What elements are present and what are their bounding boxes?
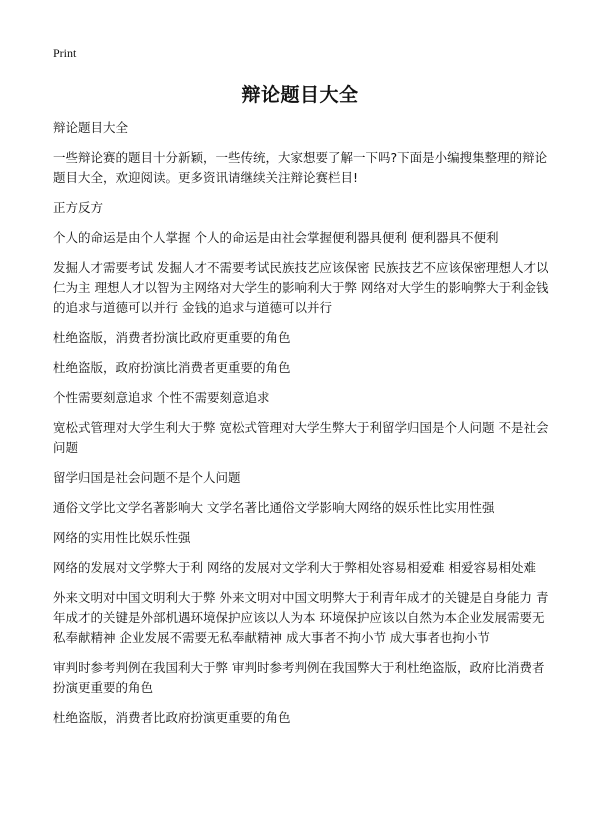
paragraph: 留学归国是社会问题不是个人问题 — [53, 470, 241, 485]
paragraph: 外来文明对中国文明利大于弊 外来文明对中国文明弊大于利青年成才的关键是自身能力 青年成才的关键是外部机遇环境保护应该以人为本 环境保护应该以自然为本企业发展需要无私奉献精神 企业发展不需要无私奉献精神 成大事者不拘小节 成大事者也拘小节 — [53, 590, 549, 645]
paragraph-sides-header: 正方反方 — [53, 200, 104, 215]
paragraph: 网络的实用性比娱乐性强 — [53, 530, 191, 545]
paragraph-subtitle: 辩论题目大全 — [53, 120, 129, 135]
paragraph: 杜绝盗版，政府扮演比消费者更重要的角色 — [53, 360, 291, 375]
paragraph: 审判时参考判例在我国利大于弊 审判时参考判例在我国弊大于利杜绝盗版，政府比消费者扮演更重要的角色 — [53, 660, 545, 695]
paragraph: 宽松式管理对大学生利大于弊 宽松式管理对大学生弊大于利留学归国是个人问题 不是社会问题 — [53, 420, 549, 455]
print-link[interactable]: Print — [53, 46, 77, 60]
page-title: 辩论题目大全 — [241, 84, 359, 106]
paragraph: 杜绝盗版，消费者扮演比政府更重要的角色 — [53, 330, 291, 345]
article-body — [53, 118, 551, 738]
paragraph: 杜绝盗版，消费者比政府扮演更重要的角色 — [53, 710, 291, 725]
paragraph: 发掘人才需要考试 发掘人才不需要考试民族技艺应该保密 民族技艺不应该保密理想人才以仁为主 理想人才以智为主网络对大学生的影响利大于弊 网络对大学生的影响弊大于利金钱的追求与道德可以并行 金钱的追求与道德可以并行 — [53, 260, 549, 315]
paragraph-intro: 一些辩论赛的题目十分新颖，一些传统，大家想要了解一下吗?下面是小编搜集整理的辩论题目大全，欢迎阅读。更多资讯请继续关注辩论赛栏目! — [53, 150, 548, 185]
paragraph: 个人的命运是由个人掌握 个人的命运是由社会掌握便利器具便利 便利器具不便利 — [53, 230, 499, 245]
paragraph: 个性需要刻意追求 个性不需要刻意追求 — [53, 390, 270, 405]
paragraph: 网络的发展对文学弊大于利 网络的发展对文学利大于弊相处容易相爱难 相爱容易相处难 — [53, 560, 536, 575]
paragraph: 通俗文学比文学名著影响大 文学名著比通俗文学影响大网络的娱乐性比实用性强 — [53, 500, 495, 515]
